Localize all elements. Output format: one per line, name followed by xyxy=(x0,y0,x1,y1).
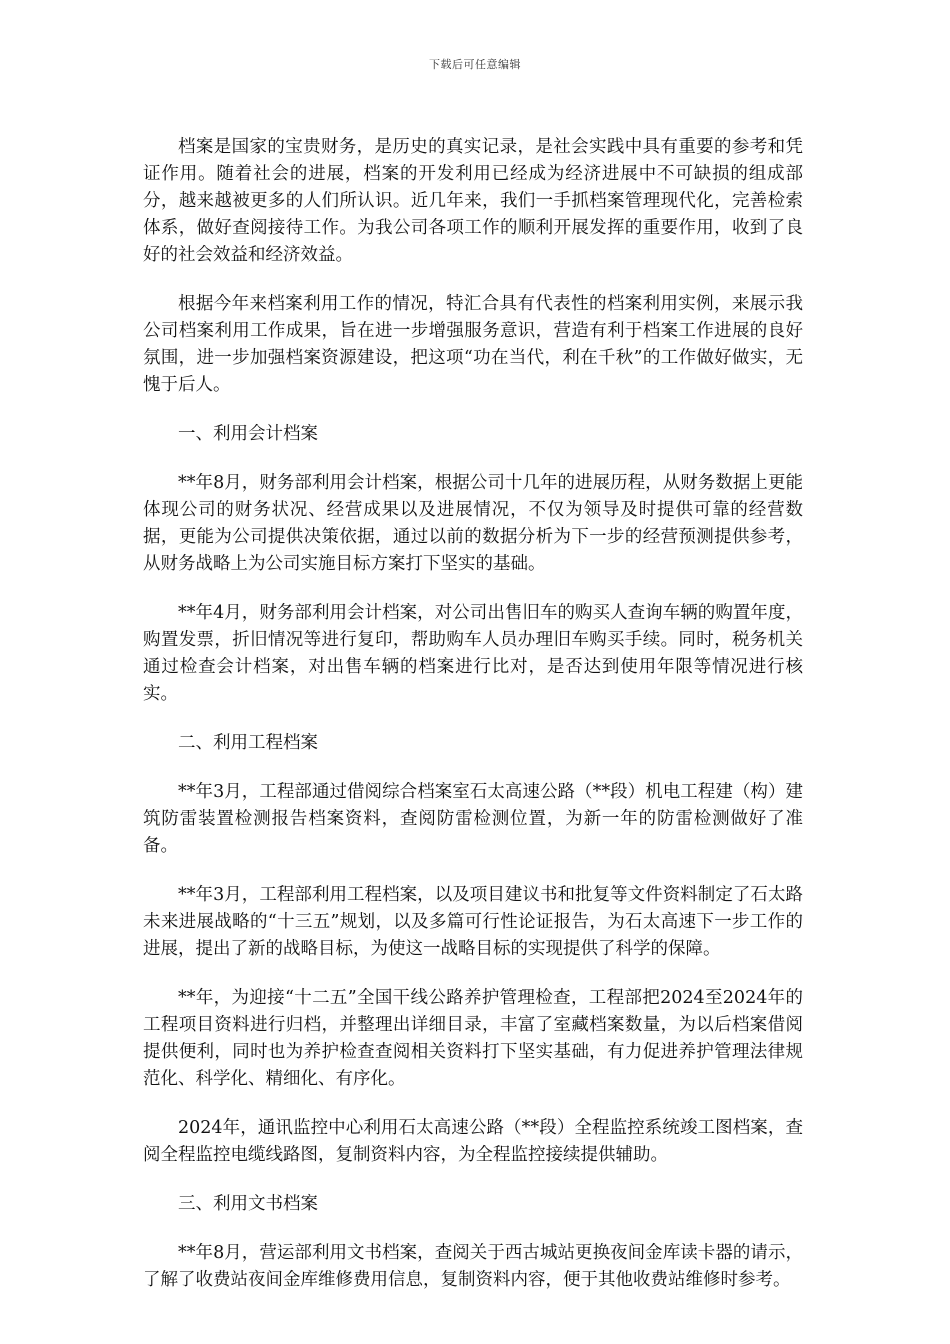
page-header: 下载后可任意编辑 xyxy=(429,58,521,71)
paragraph-engineering-3: **年，为迎接“十二五”全国干线公路养护管理检查，工程部把2024至2024年的工程项目资料进行归档，并整理出详细目录，丰富了室藏档案数量，为以后档案借阅提供便利，同时也为养护检查查阅相关资料打下坚实基础，有力促进养护管理法律规范化、科学化、精细化、有序化。 xyxy=(143,988,803,1089)
section-heading-documents: 三、利用文书档案 xyxy=(178,1194,318,1214)
paragraph-documents-1: **年8月，营运部利用文书档案，查阅关于西古城站更换夜间金库读卡器的请示，了解了收费站夜间金库维修费用信息，复制资料内容，便于其他收费站维修时参考。 xyxy=(143,1243,803,1290)
section-heading-accounting: 一、利用会计档案 xyxy=(178,424,318,444)
paragraph-summary: 根据今年来档案利用工作的情况，特汇合具有代表性的档案利用实例，来展示我公司档案利用工作成果，旨在进一步增强服务意识，营造有利于档案工作进展的良好氛围，进一步加强档案资源建设，把这项“功在当代，利在千秋”的工作做好做实，无愧于后人。 xyxy=(143,294,803,395)
paragraph-engineering-4: 2024年，通讯监控中心利用石太高速公路（**段）全程监控系统竣工图档案，查阅全程监控电缆线路图，复制资料内容，为全程监控接续提供辅助。 xyxy=(143,1118,803,1165)
paragraph-intro: 档案是国家的宝贵财务，是历史的真实记录，是社会实践中具有重要的参考和凭证作用。随着社会的进展，档案的开发利用已经成为经济进展中不可缺损的组成部分，越来越被更多的人们所认识。近几年来，我们一手抓档案管理现代化，完善检索体系，做好查阅接待工作。为我公司各项工作的顺利开展发挥的重要作用，收到了良好的社会效益和经济效益。 xyxy=(143,137,803,265)
paragraph-engineering-1: **年3月，工程部通过借阅综合档案室石太高速公路（**段）机电工程建（构）建筑防雷装置检测报告档案资料，查阅防雷检测位置，为新一年的防雷检测做好了准备。 xyxy=(143,782,803,856)
paragraph-accounting-1: **年8月，财务部利用会计档案，根据公司十几年的进展历程，从财务数据上更能体现公司的财务状况、经营成果以及进展情况，不仅为领导及时提供可靠的经营数据，更能为公司提供决策依据，通过以前的数据分析为下一步的经营预测提供参考，从财务战略上为公司实施目标方案打下坚实的基础。 xyxy=(143,473,803,574)
paragraph-accounting-2: **年4月，财务部利用会计档案，对公司出售旧车的购买人查询车辆的购置年度，购置发票，折旧情况等进行复印，帮助购车人员办理旧车购买手续。同时，税务机关通过检查会计档案，对出售车辆的档案进行比对，是否达到使用年限等情况进行核实。 xyxy=(143,603,803,704)
paragraph-engineering-2: **年3月，工程部利用工程档案，以及项目建议书和批复等文件资料制定了石太路未来进展战略的“十三五”规划，以及多篇可行性论证报告，为石太高速下一步工作的进展，提出了新的战略目标，为使这一战略目标的实现提供了科学的保障。 xyxy=(143,885,803,959)
document-body xyxy=(143,134,803,1316)
section-heading-engineering: 二、利用工程档案 xyxy=(178,733,318,753)
